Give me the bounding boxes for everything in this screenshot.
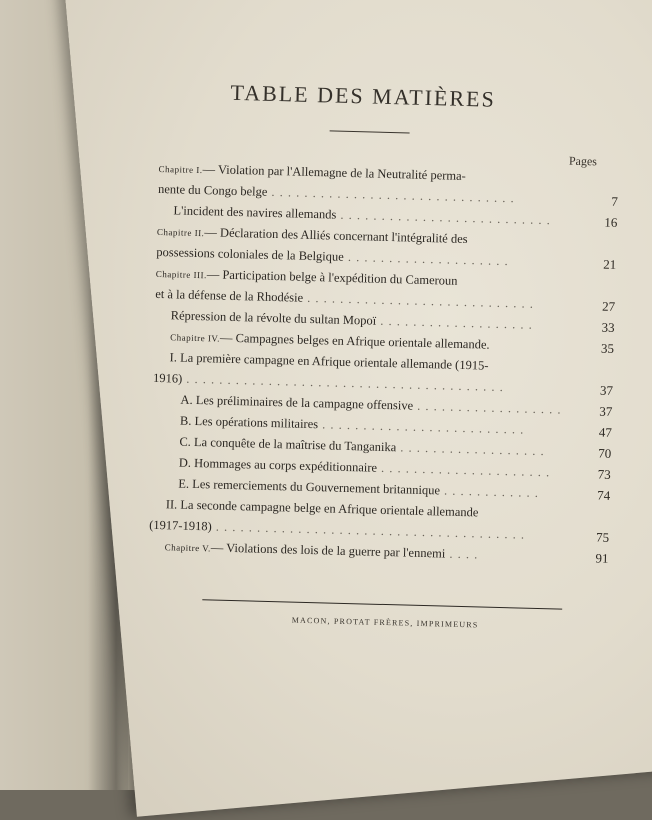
entry-text: 1916) [152,370,183,386]
entry-text: C. La conquête de la maîtrise du Tanganika [179,434,397,455]
page-number: 21 [603,256,617,272]
chapter-label: Chapitre II. [156,226,205,239]
leader-dots: . . . . . . . . . . . . . . . . . . . . . . . . . . . . . . . . . . . . . . . [182,371,505,395]
pages-column-header: Pages [568,153,598,169]
title-divider [330,130,410,133]
entry-text: B. Les opérations militaires [179,413,319,432]
entry-text: — Déclaration des Alliés concernant l'intégralité des [204,225,468,247]
printer-imprint [202,599,542,630]
entry-text: A. Les préliminaires de la campagne offensive [180,392,414,413]
entry-text: possessions coloniales de la Belgique [156,244,345,264]
entry-text: — Campagnes belges en Afrique orientale allemande. [219,330,490,352]
imprint-text: MACON, PROTAT FRÈRES, IMPRIMEURS [291,615,479,630]
entry-text: Répression de la révolte du sultan Mopoï [170,308,377,328]
entry-text: nente du Congo belge [157,181,268,199]
page-number: 70 [598,445,612,461]
entry-text: et à la défense de la Rhodésie [155,286,304,305]
entry-text: I. La première campagne en Afrique orientale allemande (1915- [169,350,489,373]
page-number: 37 [599,403,613,419]
page-number: 47 [598,424,613,440]
entry-text: D. Hommages au corps expéditionnaire [178,455,378,475]
leader-dots: . . . . . . . . . . . . . . . . . . . . . . . . . [317,417,525,437]
leader-dots: . . . . . . . . . . . . [439,483,540,501]
page-number: 73 [597,466,611,482]
entry-text: — Violations des lois de la guerre par l'ennemi [210,540,446,561]
leader-dots: . . . . . . . . . . . . . . . . . . [412,398,562,417]
leader-dots: . . . . [445,546,479,562]
leader-dots: . . . . . . . . . . . . . . . . . . . . . [376,460,551,480]
entry-text: L'incident des navires allemands [173,203,337,222]
chapter-label: Chapitre I. [158,163,203,176]
page-number: 75 [595,529,610,545]
page-title: TABLE DES MATIÈRES [230,79,497,112]
imprint-rule [202,599,562,609]
leader-dots: . . . . . . . . . . . . . . . . . . . . . . . . . . . . . . . . . . . . . . [211,519,526,542]
leader-dots: . . . . . . . . . . . . . . . . . . . . . . . . . . . . [302,290,535,311]
page-number: 74 [596,487,611,503]
page-number: 16 [604,214,618,230]
page-number: 7 [611,193,619,209]
page-number: 37 [599,382,614,398]
book-page [62,0,652,817]
chapter-label: Chapitre V. [164,542,211,554]
entry-text: (1917-1918) [149,517,212,534]
entry-text: — Participation belge à l'expédition du Cameroun [206,267,458,288]
leader-dots: . . . . . . . . . . . . . . . . . . . [376,313,534,332]
leader-dots: . . . . . . . . . . . . . . . . . . [396,440,545,459]
leader-dots: . . . . . . . . . . . . . . . . . . . . . . . . . . [336,207,552,228]
chapter-label: Chapitre III. [155,268,207,281]
entry-text: II. La seconde campagne belge en Afrique orientale allemande [165,497,479,520]
leader-dots: . . . . . . . . . . . . . . . . . . . . . . . . . . . . . . [267,184,515,206]
page-number: 35 [600,340,615,356]
page-number: 91 [595,550,609,566]
page-number: 33 [601,319,615,335]
entry-text: — Violation par l'Allemagne de la Neutralité perma- [202,162,467,183]
table-of-contents [148,158,619,568]
entry-text: E. Les remerciements du Gouvernement britannique [178,476,441,498]
leader-dots: . . . . . . . . . . . . . . . . . . . . [343,249,509,269]
page-number: 27 [601,298,616,314]
chapter-label: Chapitre IV. [170,332,221,344]
